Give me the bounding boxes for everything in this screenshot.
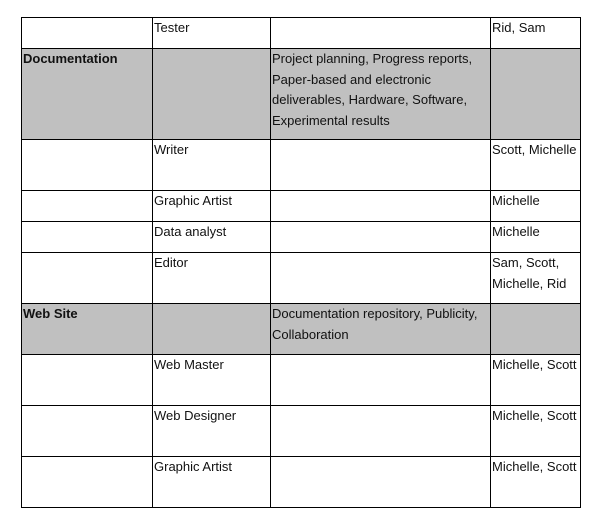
people-cell [491, 304, 581, 355]
table-row [22, 140, 581, 191]
section-cell: Web Site [22, 304, 153, 355]
section-cell [22, 457, 153, 508]
table-row [22, 191, 581, 222]
deliverables-cell [271, 355, 491, 406]
deliverables-cell [271, 18, 491, 49]
section-cell [22, 355, 153, 406]
deliverables-cell [271, 457, 491, 508]
table-row [22, 49, 581, 140]
table-row [22, 222, 581, 253]
role-cell: Data analyst [153, 222, 271, 253]
role-cell: Graphic Artist [153, 457, 271, 508]
role-cell: Web Designer [153, 406, 271, 457]
deliverables-cell: Project planning, Progress reports, Paper-based and electronic deliverables, Hardware, Software, Experimental results [271, 49, 491, 140]
table-row [22, 18, 581, 49]
table-row [22, 355, 581, 406]
table-row [22, 406, 581, 457]
deliverables-cell [271, 140, 491, 191]
people-cell: Michelle, Scott [491, 355, 581, 406]
table-row [22, 457, 581, 508]
table-row [22, 253, 581, 304]
deliverables-cell [271, 406, 491, 457]
people-cell: Michelle [491, 191, 581, 222]
people-cell: Sam, Scott, Michelle, Rid [491, 253, 581, 304]
section-cell [22, 18, 153, 49]
people-cell [491, 49, 581, 140]
deliverables-cell [271, 222, 491, 253]
section-cell [22, 253, 153, 304]
section-cell: Documentation [22, 49, 153, 140]
deliverables-cell [271, 253, 491, 304]
section-cell [22, 222, 153, 253]
role-cell: Writer [153, 140, 271, 191]
role-cell: Editor [153, 253, 271, 304]
section-cell [22, 191, 153, 222]
section-cell [22, 140, 153, 191]
role-cell: Graphic Artist [153, 191, 271, 222]
role-cell [153, 304, 271, 355]
people-cell: Michelle [491, 222, 581, 253]
deliverables-cell: Documentation repository, Publicity, Collaboration [271, 304, 491, 355]
deliverables-cell [271, 191, 491, 222]
table-row [22, 304, 581, 355]
people-cell: Michelle, Scott [491, 406, 581, 457]
people-cell: Scott, Michelle [491, 140, 581, 191]
role-cell: Web Master [153, 355, 271, 406]
people-cell: Michelle, Scott [491, 457, 581, 508]
section-cell [22, 406, 153, 457]
role-cell [153, 49, 271, 140]
people-cell: Rid, Sam [491, 18, 581, 49]
role-cell: Tester [153, 18, 271, 49]
roles-table [21, 17, 581, 508]
